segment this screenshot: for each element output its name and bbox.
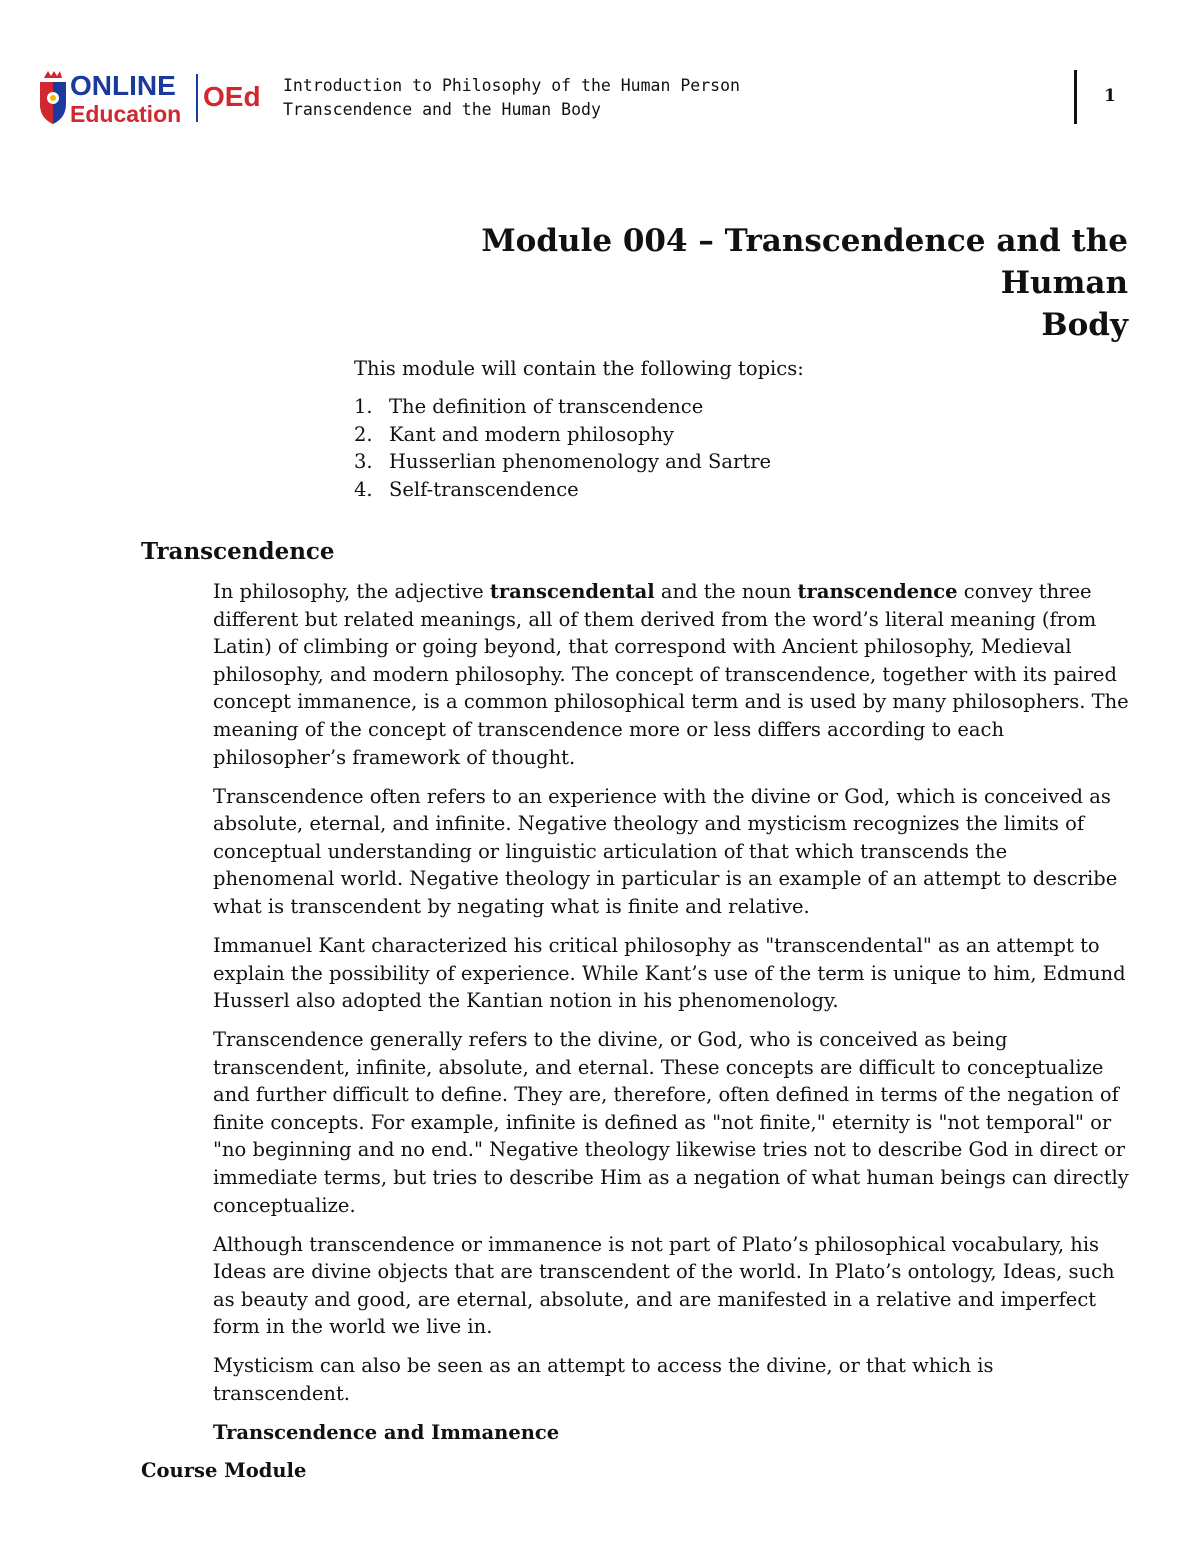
p1-text-a: In philosophy, the adjective [213,580,490,603]
topic-item [354,421,1094,449]
topic-item [354,476,1094,504]
term-transcendental: transcendental [489,580,655,603]
topic-number: 4. [354,477,373,501]
topic-item [354,393,1094,421]
paragraph-5: Although transcendence or immanence is not part of Plato’s philosophical vocabulary, his Ideas are divine objects that are transcendent of the world. In Plato’s ontology, Ideas, such as beauty and good, are eternal, absolute, and are manifested in a relative and imperfect form in the world we live in. [213,1232,1115,1339]
paragraph-3: Immanuel Kant characterized his critical philosophy as "transcendental" as an attempt to explain the possibility of experience. While Kant’s use of the term is unique to him, Edmund Husserl also adopted the Kantian notion in his phenomenology. [213,933,1126,1013]
module-title [368,220,1128,346]
logo-short: OEd [203,81,261,112]
topics-intro [354,355,1094,503]
paragraph-1 [213,578,1133,771]
topic-text: Husserlian phenomenology and Sartre [389,450,772,473]
section-body [213,578,1133,1458]
module-title-line2: Body [1041,307,1128,343]
footer-label: Course Module [141,1459,307,1482]
online-education-logo [36,68,276,128]
topic-text: Kant and modern philosophy [389,422,675,446]
module-title-line1: Module 004 – Transcendence and the Human [481,223,1128,301]
topics-list [354,393,1094,503]
header-divider [1074,70,1077,124]
paragraph-4: Transcendence generally refers to the divine, or God, who is conceived as being transcendent, infinite, absolute, and eternal. These concepts are difficult to conceptualize and further difficult to define. They are, therefore, often defined in terms of the negation of finite concepts. For example, infinite is defined as "not finite," eternity is "not temporal" or "no beginning and no end." Negative theology likewise tries not to describe God in direct or immediate terms, but tries to describe Him as a negation of what human beings can directly conceptualize. [213,1028,1129,1217]
logo-line1: ONLINE [70,70,176,101]
topic-text: Self-transcendence [389,477,579,501]
p1-text-e: convey three different but related meanings, all of them derived from the word’s literal meaning (from Latin) of climbing or going beyond, that correspond with Ancient philosophy, Medieval philosophy, and modern philosophy. The concept of transcendence, together with its paired concept immanence, is a common philosophical term and is used by many philosophers. The meaning of the concept of transcendence more or less differs according to each philosopher’s framework of thought. [213,580,1129,769]
logo-line2: Education [70,101,182,127]
topic-item [354,448,1094,476]
paragraph-2: Transcendence often refers to an experience with the divine or God, which is conceived as absolute, eternal, and infinite. Negative theology and mysticism recognizes the limits of conceptual understanding or linguistic articulation of that which transcends the phenomenal world. Negative theology in particular is an example of an attempt to describe what is transcendent by negating what is finite and relative. [213,784,1118,918]
topics-lead: This module will contain the following topics: [354,357,804,380]
topic-number: 2. [354,422,373,446]
running-head [283,74,740,122]
course-title: Introduction to Philosophy of the Human Person [283,76,740,95]
subheading: Transcendence and Immanence [213,1420,560,1444]
p1-text-c: and the noun [654,580,798,603]
section-heading: Transcendence [141,538,335,565]
topic-number: 1. [354,395,373,418]
topic-text: The definition of transcendence [389,395,704,418]
page-number: 1 [1104,86,1116,106]
page-header [36,68,1166,128]
term-transcendence: transcendence [797,580,958,603]
logo-graphic [36,68,276,128]
module-subtitle: Transcendence and the Human Body [283,100,601,119]
topic-number: 3. [354,450,373,473]
paragraph-6: Mysticism can also be seen as an attempt to access the divine, or that which is transcendent. [213,1354,994,1405]
